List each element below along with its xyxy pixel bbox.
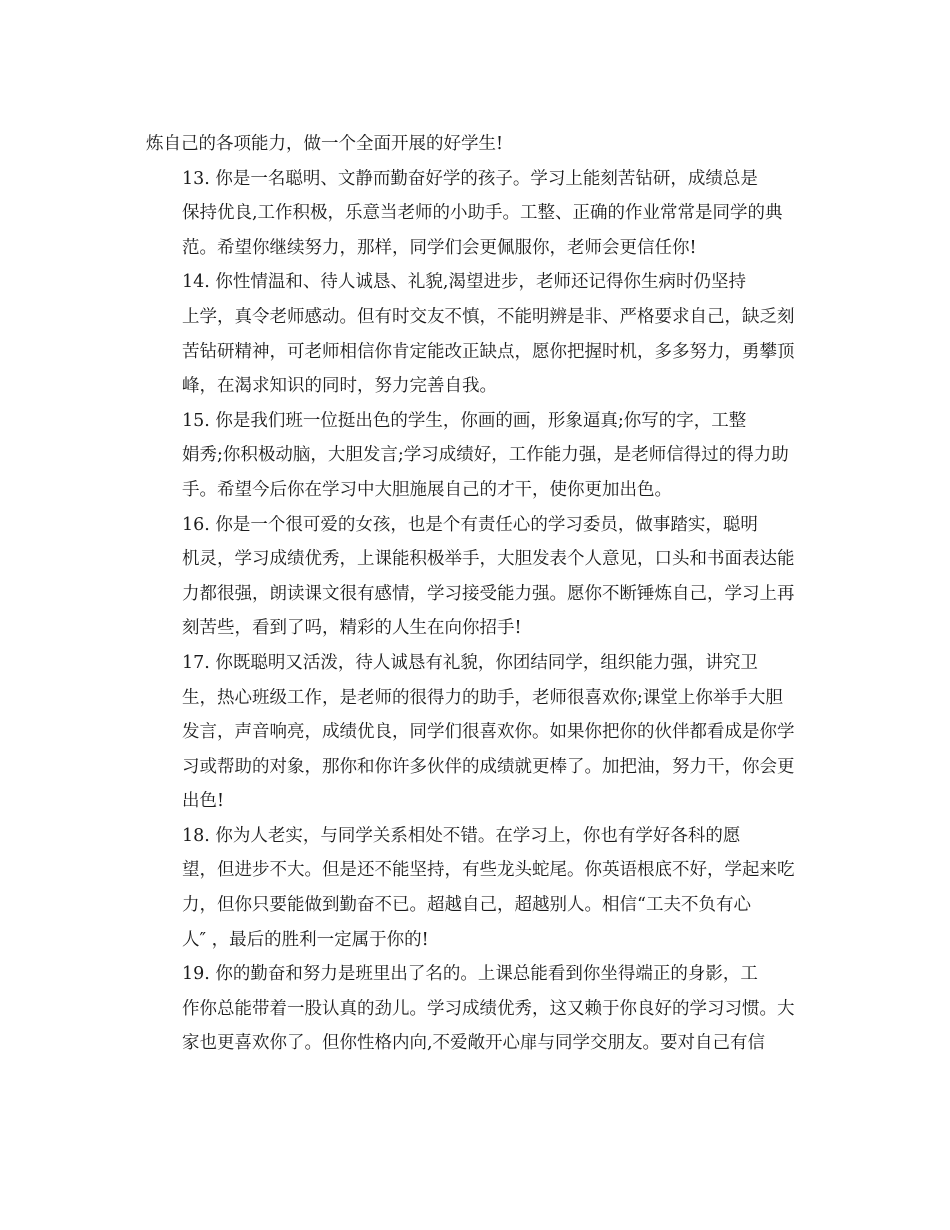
- text-line: 炼自己的各项能力，做一个全面开展的好学生!: [146, 134, 504, 154]
- text-line: 17. 你既聪明又活泼，待人诚恳有礼貌，你团结同学，组织能力强，讲究卫: [182, 652, 758, 673]
- paragraph: [146, 508, 806, 646]
- text-line: 家也更喜欢你了。但你性格内向,不爱敞开心扉与同学交朋友。要对自己有信: [182, 1033, 766, 1054]
- text-line: 作你总能带着一股认真的劲儿。学习成绩优秀，这又赖于你良好的学习习惯。大: [182, 998, 795, 1019]
- text-line: 发言，声音响亮，成绩优良，同学们很喜欢你。如果你把你的伙伴都看成是你学: [182, 722, 795, 743]
- text-line: 习或帮助的对象，那你和你许多伙伴的成绩就更棒了。加把油，努力干，你会更: [182, 756, 795, 777]
- text-line: 15. 你是我们班一位挺出色的学生，你画的画，形象逼真;你写的字，工整: [182, 410, 747, 431]
- text-line: 峰，在渴求知识的同时，努力完善自我。: [182, 376, 497, 397]
- text-line: 手。希望今后你在学习中大胆施展自己的才干，使你更加出色。: [182, 479, 672, 500]
- text-line: 刻苦些，看到了吗，精彩的人生在向你招手!: [182, 618, 522, 639]
- text-line: 16. 你是一个很可爱的女孩，也是个有责任心的学习委员，做事踏实，聪明: [182, 514, 758, 535]
- text-line: 13. 你是一名聪明、文静而勤奋好学的孩子。学习上能刻苦钻研，成绩总是: [182, 168, 758, 189]
- text-line: 力，但你只要能做到勤奋不已。超越自己，超越别人。相信“工夫不负有心: [182, 895, 751, 916]
- paragraph: [146, 127, 806, 162]
- text-line: 范。希望你继续努力，那样，同学们会更佩服你，老师会更信任你!: [182, 237, 697, 258]
- text-line: 19. 你的勤奋和努力是班里出了名的。上课总能看到你坐得端正的身影，工: [182, 964, 758, 985]
- paragraph: [146, 404, 806, 508]
- text-line: 18. 你为人老实，与同学关系相处不错。在学习上，你也有学好各科的愿: [182, 825, 741, 846]
- text-line: 力都很强，朗读课文很有感情，学习接受能力强。愿你不断锤炼自己，学习上再: [182, 583, 795, 604]
- paragraph: [146, 819, 806, 957]
- document-body: [146, 127, 806, 1061]
- paragraph: [146, 265, 806, 403]
- text-line: 娟秀;你积极动脑，大胆发言;学习成绩好，工作能力强，是老师信得过的得力助: [182, 445, 789, 466]
- text-line: 出色!: [182, 791, 225, 812]
- text-line: 上学，真令老师感动。但有时交友不慎，不能明辨是非、严格要求自己，缺乏刻: [182, 306, 795, 327]
- text-line: 保持优良,工作积极，乐意当老师的小助手。工整、正确的作业常常是同学的典: [182, 203, 783, 224]
- text-line: 生，热心班级工作，是老师的很得力的助手，老师很喜欢你;课堂上你举手大胆: [182, 687, 783, 708]
- text-line: 14. 你性情温和、待人诚恳、礼貌,渴望进步，老师还记得你生病时仍坚持: [182, 272, 746, 293]
- paragraph: [146, 162, 806, 266]
- text-line: 机灵，学习成绩优秀，上课能积极举手，大胆发表个人意见，口头和书面表达能: [182, 549, 795, 570]
- text-line: 望，但进步不大。但是还不能坚持，有些龙头蛇尾。你英语根底不好，学起来吃: [182, 860, 795, 881]
- text-line: 苦钻研精神，可老师相信你肯定能改正缺点，愿你把握时机，多多努力，勇攀顶: [182, 341, 795, 362]
- text-line: 人″ ，最后的胜利一定属于你的!: [182, 929, 429, 950]
- paragraph: [146, 957, 806, 1061]
- paragraph: [146, 646, 806, 819]
